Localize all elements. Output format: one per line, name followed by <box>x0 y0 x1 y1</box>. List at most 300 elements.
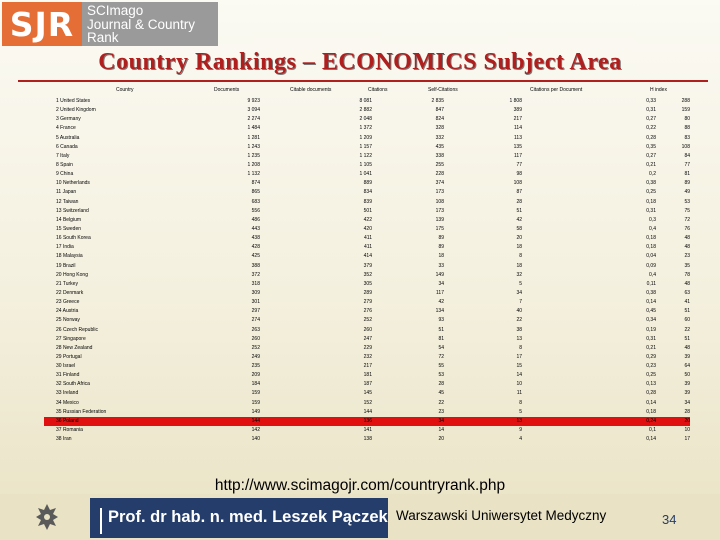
table-row <box>44 271 690 280</box>
country-cell: 8 Spain <box>56 161 73 168</box>
h-index-cell: 63 <box>684 289 690 296</box>
citations-per-document-cell: 0,28 <box>646 390 656 397</box>
self-citations-cell: 108 <box>513 180 522 187</box>
documents-cell: 428 <box>251 244 260 251</box>
citations-per-document-cell: 0,25 <box>646 189 656 196</box>
table-row <box>44 262 690 271</box>
self-citations-cell: 18 <box>516 262 522 269</box>
citations-cell: 374 <box>435 180 444 187</box>
self-citations-cell: 14 <box>516 372 522 379</box>
citations-cell: 33 <box>438 262 444 269</box>
documents-cell: 388 <box>251 262 260 269</box>
h-index-cell: 10 <box>684 427 690 434</box>
citable-documents-cell: 420 <box>363 225 372 232</box>
documents-cell: 263 <box>251 326 260 333</box>
country-cell: 12 Taiwan <box>56 198 79 205</box>
citations-per-document-cell: 0,18 <box>646 408 656 415</box>
documents-cell: 486 <box>251 216 260 223</box>
self-citations-cell: 114 <box>514 125 522 132</box>
country-cell: 17 India <box>56 244 74 251</box>
h-index-cell: 17 <box>684 436 690 443</box>
self-citations-cell: 8 <box>519 399 522 406</box>
documents-cell: 1 208 <box>247 161 260 168</box>
citations-cell: 2 835 <box>431 98 444 104</box>
citations-per-document-cell: 0,38 <box>646 289 656 296</box>
country-cell: 35 Russian Federation <box>56 408 107 415</box>
country-cell: 29 Portugal <box>56 353 82 360</box>
documents-cell: 425 <box>251 253 260 260</box>
citations-cell: 28 <box>438 381 444 388</box>
country-cell: 27 Singapore <box>56 335 86 342</box>
citations-cell: 175 <box>435 225 444 232</box>
h-index-cell: 48 <box>684 244 690 251</box>
self-citations-cell: 51 <box>516 207 522 214</box>
citations-cell: 23 <box>438 408 444 415</box>
citable-documents-cell: 217 <box>363 363 372 370</box>
citable-documents-cell: 252 <box>363 317 372 324</box>
country-cell: 38 Iran <box>56 436 72 443</box>
h-index-cell: 49 <box>684 189 690 196</box>
self-citations-cell: 18 <box>516 244 522 251</box>
country-cell: 11 Japan <box>56 189 77 196</box>
citations-per-document-cell: 0,11 <box>646 280 656 287</box>
citations-cell: 53 <box>438 372 444 379</box>
citable-documents-cell: 138 <box>363 436 372 443</box>
self-citations-cell: 9 <box>519 427 522 434</box>
citations-per-document-cell: 0,28 <box>646 134 656 141</box>
header-documents: Documents <box>214 87 240 93</box>
citations-cell: 228 <box>435 171 444 178</box>
citations-per-document-cell: 0,27 <box>646 116 656 123</box>
citations-cell: 93 <box>438 317 444 324</box>
documents-cell: 683 <box>251 198 260 205</box>
country-cell: 33 Ireland <box>56 390 79 397</box>
citable-documents-cell: 839 <box>363 198 372 205</box>
citations-cell: 34 <box>438 280 444 287</box>
table-row <box>44 161 690 170</box>
citations-cell: 72 <box>438 353 444 360</box>
citable-documents-cell: 2 882 <box>359 107 372 114</box>
citations-per-document-cell: 0,25 <box>646 372 656 379</box>
table-row <box>44 216 690 225</box>
table-row <box>44 97 690 106</box>
citable-documents-cell: 2 048 <box>359 116 372 123</box>
h-index-cell: 75 <box>684 207 690 214</box>
h-index-cell: 23 <box>684 253 690 260</box>
citable-documents-cell: 141 <box>363 427 372 434</box>
self-citations-cell: 58 <box>516 225 522 232</box>
citations-cell: 14 <box>438 427 444 434</box>
documents-cell: 9 923 <box>247 98 260 104</box>
self-citations-cell: 42 <box>516 216 522 223</box>
country-cell: 6 Canada <box>56 143 78 150</box>
citable-documents-cell: 1 209 <box>359 134 372 141</box>
country-cell: 24 Austria <box>56 308 79 315</box>
self-citations-cell: 389 <box>513 107 522 114</box>
h-index-cell: 159 <box>681 107 690 114</box>
citations-cell: 55 <box>438 363 444 370</box>
table-row <box>44 207 690 216</box>
citable-documents-cell: 260 <box>363 326 372 333</box>
country-cell: 22 Denmark <box>56 289 84 296</box>
self-citations-cell: 7 <box>519 299 522 306</box>
citations-cell: 20 <box>438 436 444 443</box>
h-index-cell: 77 <box>684 161 690 168</box>
citable-documents-cell: 136 <box>363 417 372 424</box>
citations-per-document-cell: 0,2 <box>649 171 656 178</box>
self-citations-cell: 28 <box>516 198 522 205</box>
h-index-cell: 72 <box>684 216 690 223</box>
h-index-cell: 48 <box>684 344 690 351</box>
table-row <box>44 234 690 243</box>
country-cell: 14 Belgium <box>56 216 82 223</box>
citable-documents-cell: 422 <box>363 216 372 223</box>
citations-cell: 149 <box>435 271 444 278</box>
table-row <box>44 326 690 335</box>
h-index-cell: 20 <box>684 417 690 424</box>
footer-author: Prof. dr hab. n. med. Leszek Pączek <box>108 508 388 526</box>
documents-cell: 874 <box>251 180 260 187</box>
citable-documents-cell: 305 <box>363 280 372 287</box>
header-self-citations: Self-Citations <box>428 87 458 93</box>
table-row <box>44 408 690 417</box>
country-cell: 2 United Kingdom <box>56 107 96 114</box>
table-row <box>44 188 690 197</box>
header-h-index: H index <box>650 87 667 93</box>
documents-cell: 274 <box>251 317 260 324</box>
self-citations-cell: 15 <box>516 363 522 370</box>
self-citations-cell: 10 <box>516 381 522 388</box>
citable-documents-cell: 411 <box>364 235 372 242</box>
citations-per-document-cell: 0,09 <box>646 262 656 269</box>
citations-per-document-cell: 0,21 <box>646 161 656 168</box>
table-row <box>44 353 690 362</box>
self-citations-cell: 13 <box>516 417 522 424</box>
country-cell: 28 New Zealand <box>56 344 93 351</box>
self-citations-cell: 13 <box>516 335 522 342</box>
documents-cell: 1 235 <box>247 152 260 159</box>
logo-text <box>82 2 218 46</box>
table-row <box>44 307 690 316</box>
h-index-cell: 50 <box>684 372 690 379</box>
documents-cell: 1 132 <box>247 171 260 178</box>
citations-per-document-cell: 0,31 <box>646 207 656 214</box>
table-row <box>44 298 690 307</box>
country-cell: 36 Poland <box>56 417 79 424</box>
h-index-cell: 60 <box>684 317 690 324</box>
citable-documents-cell: 289 <box>363 289 372 296</box>
documents-cell: 443 <box>251 225 260 232</box>
table-row <box>44 362 690 371</box>
documents-cell: 260 <box>251 335 260 342</box>
citations-cell: 18 <box>438 253 444 260</box>
self-citations-cell: 4 <box>519 436 522 443</box>
country-cell: 16 South Korea <box>56 235 91 242</box>
logo-line-2: Journal & Country <box>87 16 196 32</box>
self-citations-cell: 20 <box>516 235 522 242</box>
citable-documents-cell: 8 081 <box>359 98 372 104</box>
university-emblem-icon <box>34 502 60 532</box>
page-number: 34 <box>662 512 677 527</box>
citations-cell: 108 <box>435 198 444 205</box>
footer-university: Warszawski Uniwersytet Medyczny <box>396 508 607 523</box>
footer <box>0 494 720 540</box>
h-index-cell: 51 <box>684 308 690 315</box>
h-index-cell: 108 <box>681 143 690 150</box>
documents-cell: 140 <box>251 436 260 443</box>
h-index-cell: 39 <box>684 390 690 397</box>
h-index-cell: 76 <box>684 225 690 232</box>
table-row <box>44 280 690 289</box>
documents-cell: 142 <box>251 427 260 434</box>
documents-cell: 297 <box>251 308 260 315</box>
h-index-cell: 83 <box>684 134 690 141</box>
documents-cell: 3 094 <box>247 107 260 114</box>
citable-documents-cell: 1 157 <box>359 143 372 150</box>
citations-per-document-cell: 0,4 <box>649 271 656 278</box>
country-cell: 9 China <box>56 171 74 178</box>
table-row <box>44 106 690 115</box>
citations-cell: 824 <box>435 116 444 123</box>
citations-per-document-cell: 0,3 <box>649 216 656 223</box>
h-index-cell: 64 <box>684 363 690 370</box>
citations-per-document-cell: 0,35 <box>646 143 656 150</box>
country-cell: 31 Finland <box>56 372 80 379</box>
citations-cell: 22 <box>438 399 444 406</box>
header-citations-per-document: Citations per Document <box>530 87 583 93</box>
h-index-cell: 80 <box>684 116 690 123</box>
table-row <box>44 179 690 188</box>
citations-per-document-cell: 0,4 <box>649 225 656 232</box>
documents-cell: 438 <box>251 235 260 242</box>
documents-cell: 865 <box>251 189 260 196</box>
documents-cell: 235 <box>251 363 260 370</box>
citations-per-document-cell: 0,18 <box>646 198 656 205</box>
documents-cell: 556 <box>251 207 260 214</box>
citations-per-document-cell: 0,14 <box>646 436 656 443</box>
table-row <box>44 198 690 207</box>
table-row <box>44 170 690 179</box>
table-row <box>44 252 690 261</box>
citations-cell: 89 <box>438 235 444 242</box>
h-index-cell: 53 <box>684 198 690 205</box>
documents-cell: 149 <box>251 408 260 415</box>
documents-cell: 301 <box>251 299 260 306</box>
table-row <box>44 426 690 435</box>
table-row <box>44 289 690 298</box>
citations-cell: 51 <box>438 326 444 333</box>
h-index-cell: 78 <box>684 271 690 278</box>
country-cell: 26 Czech Republic <box>56 326 98 333</box>
citations-per-document-cell: 0,34 <box>646 317 656 324</box>
citations-cell: 134 <box>435 308 444 315</box>
self-citations-cell: 113 <box>514 134 522 141</box>
table-row <box>44 143 690 152</box>
footer-separator <box>100 508 102 534</box>
title-underline <box>18 80 708 82</box>
country-cell: 7 Italy <box>56 152 70 159</box>
documents-cell: 318 <box>251 280 260 287</box>
citable-documents-cell: 232 <box>363 353 372 360</box>
citations-cell: 89 <box>438 244 444 251</box>
citable-documents-cell: 1 041 <box>359 171 372 178</box>
self-citations-cell: 38 <box>516 326 522 333</box>
source-url[interactable]: http://www.scimagojr.com/countryrank.php <box>214 477 506 494</box>
citations-cell: 173 <box>435 189 444 196</box>
table-row <box>44 152 690 161</box>
citations-per-document-cell: 0,21 <box>646 344 656 351</box>
citable-documents-cell: 187 <box>363 381 372 388</box>
documents-cell: 252 <box>251 344 260 351</box>
h-index-cell: 39 <box>684 381 690 388</box>
citations-cell: 117 <box>436 289 444 296</box>
table-row <box>44 124 690 133</box>
header-country: Country <box>116 87 134 93</box>
self-citations-cell: 98 <box>516 171 522 178</box>
table-row <box>44 115 690 124</box>
h-index-cell: 48 <box>684 280 690 287</box>
table-row <box>44 380 690 389</box>
citable-documents-cell: 279 <box>363 299 372 306</box>
h-index-cell: 34 <box>684 399 690 406</box>
header-citable-documents: Citable documents <box>290 87 332 93</box>
header-citations: Citations <box>368 87 388 93</box>
citations-per-document-cell: 0,23 <box>646 363 656 370</box>
citations-per-document-cell: 0,29 <box>646 353 656 360</box>
self-citations-cell: 8 <box>519 253 522 260</box>
h-index-cell: 28 <box>684 408 690 415</box>
citable-documents-cell: 1 105 <box>359 161 372 168</box>
sjr-logo[interactable] <box>2 2 218 46</box>
h-index-cell: 89 <box>684 180 690 187</box>
self-citations-cell: 77 <box>516 161 522 168</box>
table-row <box>44 225 690 234</box>
country-cell: 32 South Africa <box>56 381 90 388</box>
citable-documents-cell: 1 372 <box>359 125 372 132</box>
documents-cell: 249 <box>251 353 260 360</box>
citations-per-document-cell: 0,19 <box>646 326 656 333</box>
citations-cell: 42 <box>438 299 444 306</box>
country-cell: 13 Switzerland <box>56 207 89 214</box>
logo-line-3: Rank <box>87 30 119 45</box>
citations-per-document-cell: 0,14 <box>646 399 656 406</box>
self-citations-cell: 217 <box>513 116 522 123</box>
country-cell: 15 Sweden <box>56 225 82 232</box>
country-cell: 1 United States <box>56 98 91 104</box>
table-row <box>44 335 690 344</box>
documents-cell: 184 <box>251 381 260 388</box>
citations-per-document-cell: 0,24 <box>646 417 656 424</box>
citations-per-document-cell: 0,27 <box>646 152 656 159</box>
table-row <box>44 399 690 408</box>
country-cell: 34 Mexico <box>56 399 79 406</box>
citations-cell: 139 <box>435 216 444 223</box>
self-citations-cell: 1 808 <box>509 98 522 104</box>
country-cell: 37 Romania <box>56 427 83 434</box>
table-row <box>44 344 690 353</box>
citations-per-document-cell: 0,31 <box>646 107 656 114</box>
documents-cell: 159 <box>251 390 260 397</box>
citations-cell: 847 <box>435 107 444 114</box>
table-row <box>44 417 690 426</box>
citations-per-document-cell: 0,18 <box>646 244 656 251</box>
country-cell: 30 Israel <box>56 363 76 370</box>
country-cell: 20 Hong Kong <box>56 271 88 278</box>
h-index-cell: 288 <box>681 98 690 104</box>
self-citations-cell: 22 <box>516 317 522 324</box>
documents-cell: 309 <box>251 289 260 296</box>
citable-documents-cell: 889 <box>363 180 372 187</box>
citable-documents-cell: 247 <box>363 335 372 342</box>
self-citations-cell: 5 <box>519 280 522 287</box>
table-row <box>44 134 690 143</box>
citations-per-document-cell: 0,18 <box>646 235 656 242</box>
citable-documents-cell: 352 <box>363 271 372 278</box>
citations-per-document-cell: 0,31 <box>646 335 656 342</box>
self-citations-cell: 32 <box>516 271 522 278</box>
citations-cell: 332 <box>435 134 444 141</box>
country-cell: 5 Australia <box>56 134 80 141</box>
documents-cell: 1 281 <box>247 134 260 141</box>
country-cell: 21 Turkey <box>56 280 78 287</box>
h-index-cell: 88 <box>684 125 690 132</box>
documents-cell: 144 <box>251 417 260 424</box>
citations-cell: 173 <box>435 207 444 214</box>
citations-per-document-cell: 0,45 <box>646 308 656 315</box>
citations-per-document-cell: 0,13 <box>646 381 656 388</box>
citations-per-document-cell: 0,14 <box>646 299 656 306</box>
logo-line-1: SCImago <box>87 3 144 18</box>
citations-per-document-cell: 0,33 <box>646 98 656 104</box>
h-index-cell: 84 <box>684 152 690 159</box>
citations-cell: 328 <box>435 125 444 132</box>
documents-cell: 2 274 <box>247 116 260 123</box>
citable-documents-cell: 501 <box>363 207 372 214</box>
table-row <box>44 435 690 444</box>
citable-documents-cell: 145 <box>363 390 372 397</box>
documents-cell: 372 <box>251 271 260 278</box>
citations-per-document-cell: 0,38 <box>646 180 656 187</box>
country-cell: 18 Malaysia <box>56 253 83 260</box>
citations-cell: 34 <box>438 417 444 424</box>
documents-cell: 159 <box>251 399 260 406</box>
citations-per-document-cell: 0,22 <box>646 125 656 132</box>
self-citations-cell: 5 <box>519 408 522 415</box>
h-index-cell: 81 <box>684 171 690 178</box>
self-citations-cell: 40 <box>516 308 522 315</box>
logo-mark: SJR <box>2 2 82 46</box>
citations-per-document-cell: 0,04 <box>646 253 656 260</box>
country-cell: 23 Greece <box>56 299 80 306</box>
documents-cell: 209 <box>251 372 260 379</box>
documents-cell: 1 484 <box>247 125 260 132</box>
table-row <box>44 389 690 398</box>
self-citations-cell: 11 <box>516 390 522 397</box>
citations-cell: 54 <box>438 344 444 351</box>
citable-documents-cell: 834 <box>363 189 372 196</box>
citable-documents-cell: 152 <box>363 399 372 406</box>
citations-cell: 45 <box>438 390 444 397</box>
country-cell: 4 France <box>56 125 76 132</box>
self-citations-cell: 135 <box>513 143 522 150</box>
h-index-cell: 48 <box>684 235 690 242</box>
self-citations-cell: 8 <box>519 344 522 351</box>
h-index-cell: 35 <box>684 262 690 269</box>
h-index-cell: 51 <box>684 335 690 342</box>
citable-documents-cell: 276 <box>363 308 372 315</box>
citable-documents-cell: 414 <box>363 253 372 260</box>
country-cell: 25 Norway <box>56 317 80 324</box>
